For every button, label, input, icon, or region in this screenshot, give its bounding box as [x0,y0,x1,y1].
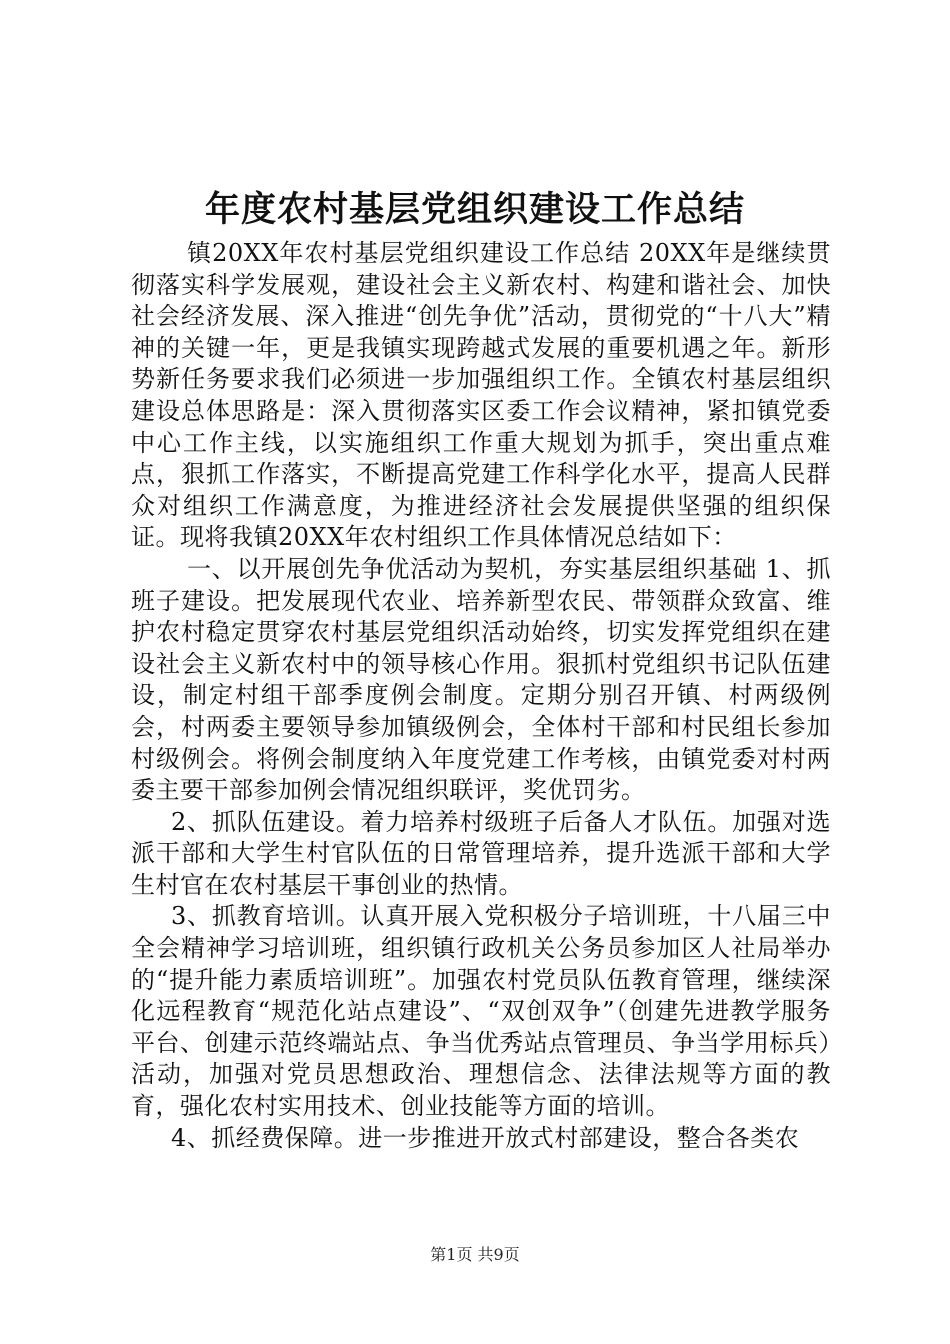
document-title: 年度农村基层党组织建设工作总结 [204,189,745,230]
paragraph-intro: 镇20XX年农村基层党组织建设工作总结 20XX年是继续贯彻落实科学发展观，建设社会主义新农村、构建和谐社会、加快社会经济发展、深入推进“创先争优”活动，贯彻党的“十八大”精神的关键一年，更是我镇实现跨越式发展的重要机遇之年。新形势新任务要求我们必须进一步加强组织工作。全镇农村基层组织建设总体思路是：深入贯彻落实区委工作会议精神，紧扣镇党委中心工作主线，以实施组织工作重大规划为抓手，突出重点难点，狠抓工作落实，不断提高党建工作科学化水平，提高人民群众对组织工作满意度，为推进经济社会发展提供坚强的组织保证。现将我镇20XX年农村组织工作具体情况总结如下： [131,239,831,552]
paragraph-education-training: 3、抓教育培训。认真开展入党积极分子培训班，十八届三中全会精神学习培训班，组织镇行政机关公务员参加区人社局举办的“提升能力素质培训班”。加强农村党员队伍教育管理，继续深化远程教育“规范化站点建设”、“双创双争”（创建先进教学服务平台、创建示范终端站点、争当优秀站点管理员、争当学用标兵）活动，加强对党员思想政治、理想信念、法律法规等方面的教育，强化农村实用技术、创业技能等方面的培训。 [131,902,831,1121]
paragraph-team-building: 2、抓队伍建设。着力培养村级班子后备人才队伍。加强对选派干部和大学生村官队伍的日常管理培养，提升选派干部和大学生村官在农村基层干事创业的热情。 [131,807,831,899]
paragraph-section-one: 一、以开展创先争优活动为契机，夯实基层组织基础 1、抓班子建设。把发展现代农业、培养新型农民、带领群众致富、维护农村稳定贯穿农村基层党组织活动始终，切实发挥党组织在建设社会主义新农村中的领导核心作用。狠抓村党组织书记队伍建设，制定村组干部季度例会制度。定期分别召开镇、村两级例会，村两委主要领导参加镇级例会，全体村干部和村民组长参加村级例会。将例会制度纳入年度党建工作考核，由镇党委对村两委主要干部参加例会情况组织联评，奖优罚劣。 [131,554,831,805]
paragraph-funding: 4、抓经费保障。进一步推进开放式村部建设，整合各类农 [171,1123,800,1152]
page-number-footer: 第1页 共9页 [430,1245,520,1264]
document-body [131,238,831,1154]
